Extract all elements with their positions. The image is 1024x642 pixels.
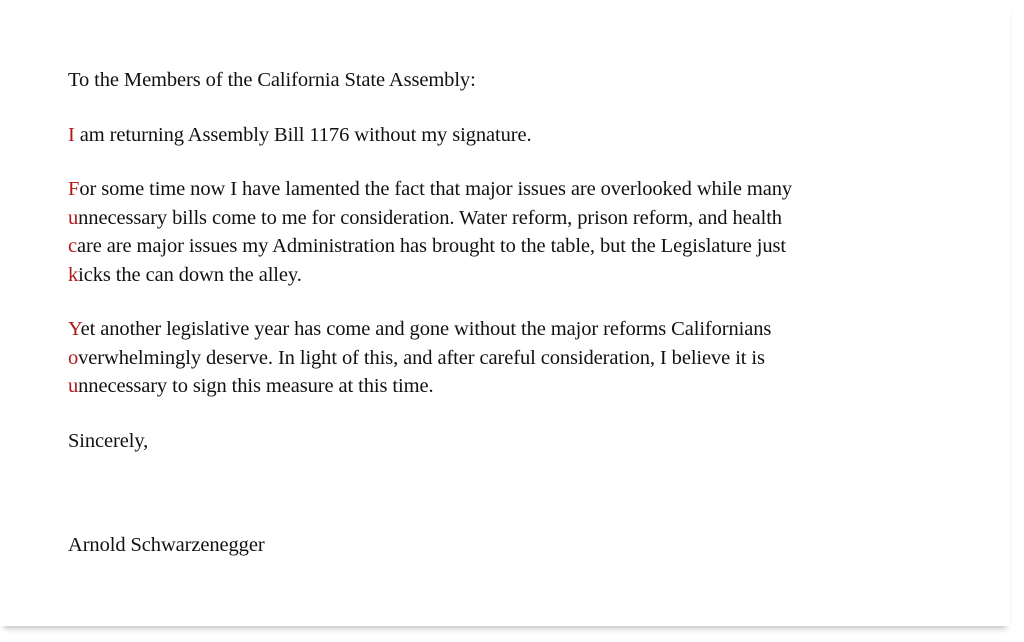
line-text: nnecessary to sign this measure at this time. [78, 375, 434, 397]
line-text: or some time now I have lamented the fact that major issues are overlooked while many [79, 178, 793, 200]
line-text: am returning Assembly Bill 1176 without my signature. [74, 123, 532, 146]
paragraph-2 [68, 175, 948, 289]
paragraph-3 [68, 315, 948, 401]
line-text: nnecessary bills come to me for consideration. Water reform, prison reform, and health [78, 206, 782, 229]
signature-name: Arnold Schwarzenegger [68, 534, 265, 556]
line-initial: o [68, 346, 79, 369]
paragraph-1 [68, 121, 948, 150]
line-initial: u [68, 206, 79, 229]
line-initial: Y [68, 318, 81, 340]
line-text: verwhelmingly deserve. In light of this, and after careful consideration, I believe it is [78, 346, 765, 369]
letter-body [68, 66, 948, 586]
line-text: et another legislative year has come and gone without the major reforms Californians [80, 318, 772, 340]
line-initial: F [68, 178, 80, 200]
line-initial: u [68, 375, 79, 397]
line-initial: k [68, 263, 79, 286]
line-initial: c [68, 235, 77, 257]
salutation: To the Members of the California State Assembly: [68, 69, 476, 91]
closing: Sincerely, [68, 429, 149, 452]
line-initial: I [68, 123, 75, 146]
line-text: are are major issues my Administration has brought to the table, but the Legislature just [77, 235, 787, 257]
line-text: icks the can down the alley. [78, 263, 302, 286]
